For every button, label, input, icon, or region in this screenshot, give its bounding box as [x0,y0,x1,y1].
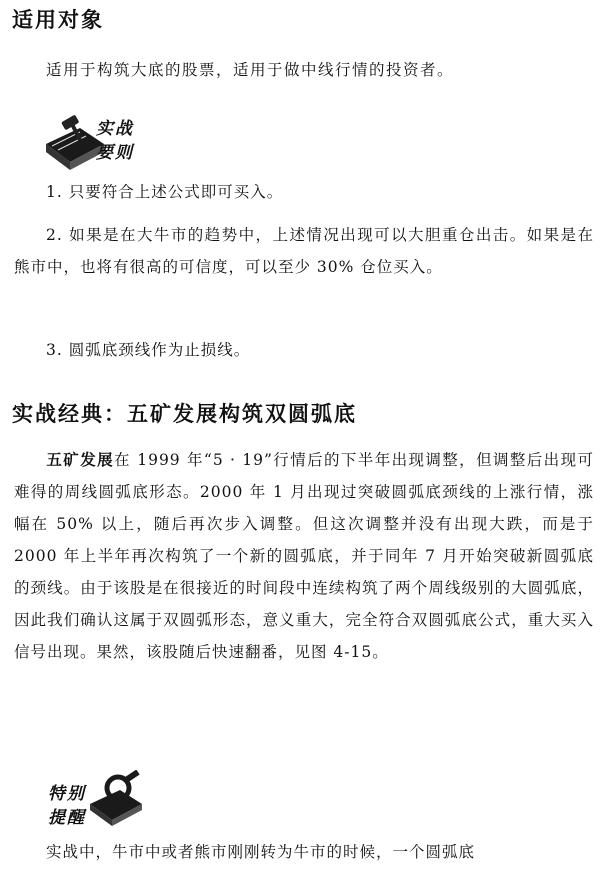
magnifier-book-icon [86,770,146,828]
reminder-text: 实战中，牛市中或者熊市刚刚转为牛市的时候，一个圆弧底 [46,843,476,861]
case-text: 在 1999 年“5 · 19”行情后的下半年出现调整，但调整后出现可难得的周线圆弧底形态。2000 年 1 月出现过突破圆弧底颈线的上涨行情，涨幅在 50% 以上，随后再次步入调整。但这次调整并没有出现大跌，而是于 2000 年上半年再次构筑了一个新的圆弧底，并于同年 7 月开始突破新圆弧底的颈线。由于该股是在很接近的时间段中连续构筑了两个周线级别的大圆弧底，因此我们确认这属于双圆弧形态，意义重大，完全符合双圆弧底公式，重大买入信号出现。果然，该股随后快速翻番，见图 4-15。 [14,451,594,661]
badge-practice-rules [96,117,134,165]
reminder-paragraph [14,836,594,868]
badge2-line-1: 特别 [48,784,86,804]
rule-1: 1. 只要符合上述公式即可买入。 [46,183,284,201]
badge2-line-2: 提醒 [48,808,86,828]
case-paragraph [14,444,594,668]
rule-2-text: 2. 如果是在大牛市的趋势中，上述情况出现可以大胆重仓出击。如果是在熊市中，也将有很高的可信度，可以至少 30% 仓位买入。 [14,226,594,276]
case-lead: 五矿发展 [46,451,114,469]
rule-3: 3. 圆弧底颈线作为止损线。 [46,341,251,359]
section-title-case: 实战经典：五矿发展构筑双圆弧底 [12,402,357,426]
badge-line-2: 要则 [96,143,134,163]
rule-2 [14,219,594,283]
section-title-applicable: 适用对象 [12,8,104,32]
badge-special-reminder [48,782,86,830]
applicable-text: 适用于构筑大底的股票，适用于做中线行情的投资者。 [46,61,455,79]
badge-line-1: 实战 [96,119,134,139]
